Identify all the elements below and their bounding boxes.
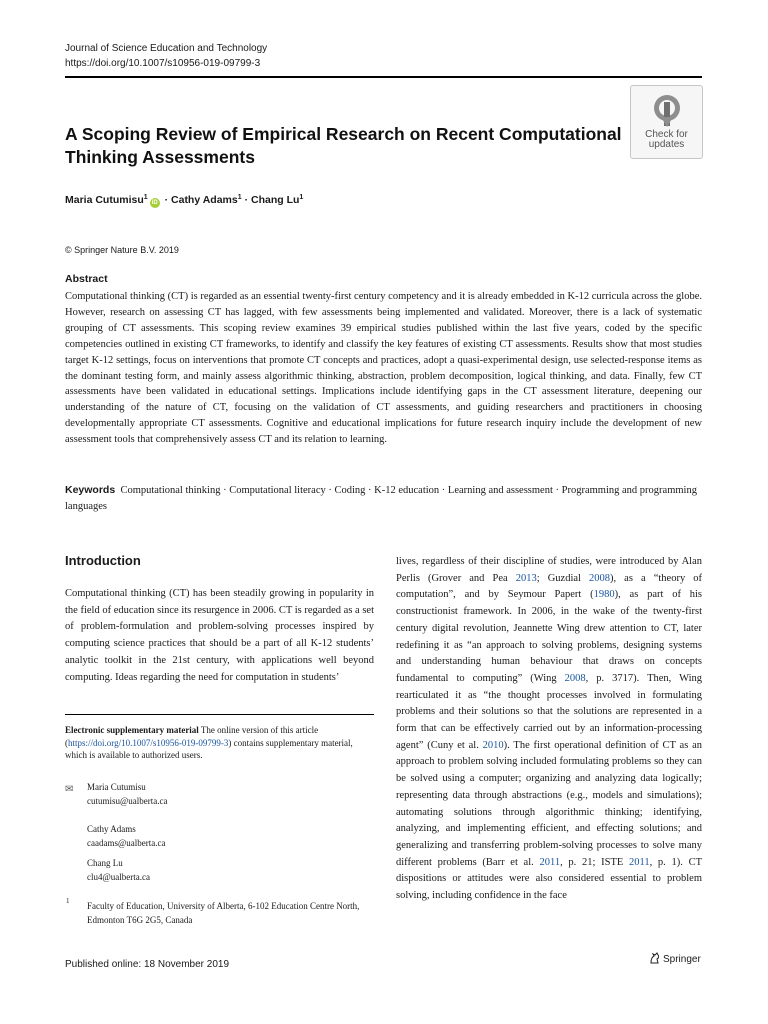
copyright-line bbox=[65, 244, 179, 256]
author-separator: · bbox=[244, 194, 249, 206]
contact-entry bbox=[87, 857, 150, 884]
body-text: ), as a “theory of computation”, and by Seymour Papert ( bbox=[396, 572, 702, 601]
body-text: , p. 3717). Then, Wing rearticulated it as “the thought processes involved in formulating problems and their solutions so that the solutions are represented in a form that can be effectively carried out by an information-processing agent” (Cuny et al. bbox=[396, 672, 702, 751]
copyright-text: Springer Nature B.V. 2019 bbox=[74, 245, 179, 255]
abstract-body: Computational thinking (CT) is regarded as an essential twenty-first century competency and it is already embedded in K-12 curricula across the globe. However, research on assessing CT has lagged, with few assessments being implemented and validated. Moreover, there is a lack of systematic grouping of CT assessments. This scoping review examines 39 empirical studies published within the last five years, coded by the specific competencies outlined in existing CT frameworks, to identify and classify the key features of existing CT assessments. Results show that most studies target K-12 settings, focus on interventions that promote CT concepts and practices, adopt a quasi-experimental design, use selected-response items as the dominant testing form, and mainly assess algorithmic thinking, abstraction, problem decomposition, logical thinking, and data. Finally, few CT assessments have been validated in educational settings. Implications include identifying gaps in the CT assessment literature, deepening our understanding of the nature of CT, focusing on the validation of CT assessments, and guiding researchers and practitioners in choosing developmentally appropriate CT assessments. Cognitive and educational implications for future research inquiry include the development of new assessment tools that comprehensively assess CT and its relation to learning. bbox=[65, 291, 702, 446]
footnote-rule bbox=[65, 714, 374, 715]
body-text: ; Guzdial bbox=[536, 572, 589, 584]
citation-link[interactable]: 2008 bbox=[564, 672, 586, 684]
copyright-icon: © bbox=[65, 245, 72, 255]
body-text: , p. 1). CT dispositions or attitudes were also considered essential to problem solving, including confidence in the face bbox=[396, 856, 702, 902]
supplementary-link[interactable]: https://doi.org/10.1007/s10956-019-09799-3 bbox=[68, 737, 229, 748]
springer-logo[interactable] bbox=[649, 952, 701, 967]
citation-link[interactable]: 2010 bbox=[482, 739, 504, 751]
crossmark-icon bbox=[652, 93, 682, 127]
author-list bbox=[65, 191, 303, 208]
affiliation-text: Faculty of Education, University of Alberta, 6-102 Education Centre North, Edmonton T6G 2G5, Canada bbox=[87, 901, 360, 925]
author-affiliation-sup: 1 bbox=[143, 194, 148, 201]
check-for-updates-label bbox=[631, 130, 702, 150]
springer-horse-icon bbox=[649, 952, 661, 964]
article-title: A Scoping Review of Empirical Research on Recent Computational Thinking Assessments bbox=[65, 124, 622, 167]
body-text: lives, regardless of their discipline of studies, were introduced by Alan Perlis (Grover and Pea bbox=[396, 556, 702, 584]
introduction-right-column bbox=[396, 554, 702, 905]
supplementary-label: Electronic supplementary material bbox=[65, 725, 199, 735]
citation-link[interactable]: 1980 bbox=[593, 589, 615, 601]
contact-name: Cathy Adams bbox=[87, 824, 136, 834]
body-text: ). The first operational definition of CT as an approach to problem solving included formulating problems so they can be solved using a computer; organizing and analyzing data logically; representing data through abstractions (e.g., models and simulations); automating solutions through algorithmic thinking; identifying, analyzing, and implementing efficient, and effecting solutions; and generalizing and transferring problem-solving processes to solve many different problems (Barr et al. bbox=[396, 739, 702, 868]
author-name[interactable]: Maria Cutumisu bbox=[65, 194, 144, 206]
publisher-name: Springer bbox=[663, 954, 701, 965]
contact-entry bbox=[87, 781, 168, 808]
badge-line-2: updates bbox=[648, 139, 685, 150]
supplementary-text: ) contains supplementary material, which is available to authorized users. bbox=[65, 737, 353, 760]
contact-name: Maria Cutumisu bbox=[87, 782, 146, 792]
contact-entry bbox=[87, 823, 166, 850]
orcid-icon[interactable]: iD bbox=[151, 200, 158, 206]
header-rule bbox=[65, 76, 702, 78]
body-text: ), as part of his constructionist framework. In 2006, in the wake of the twenty-first century digital revolution, Jeannette Wing drew attention to CT, later redefining it as “an approach to solving problems, designing systems and understanding human behaviour that draws on concepts fundamental to computing” (Wing bbox=[396, 589, 702, 684]
keywords-list: Computational thinking · Computational literacy · Coding · K-12 education · Learning and assessment · Programming and programming languages bbox=[65, 485, 697, 512]
citation-link[interactable]: 2011 bbox=[539, 856, 561, 868]
author-affiliation-sup: 1 bbox=[299, 194, 304, 201]
supplementary-note bbox=[65, 724, 374, 762]
introduction-left-paragraph: Computational thinking (CT) has been steadily growing in popularity in the field of education since its resurgence in 2006. CT is regarded as a set of problem-formulation and problem-solving processes inspired by computing science practices that should be a part of all K-12 students’ analytic toolkit in the 21st century, with applications well beyond computing. Ideas regarding the need for computation in students’ bbox=[65, 588, 374, 683]
citation-link[interactable]: 2013 bbox=[515, 572, 537, 584]
article-doi[interactable]: https://doi.org/10.1007/s10956-019-09799-3 bbox=[65, 58, 261, 69]
check-for-updates-badge[interactable] bbox=[630, 85, 703, 159]
keywords bbox=[65, 483, 702, 514]
journal-name: Journal of Science Education and Technology bbox=[65, 43, 268, 54]
body-text: , p. 21; ISTE bbox=[560, 856, 629, 868]
author-affiliation-sup: 1 bbox=[237, 194, 242, 201]
author-separator: · bbox=[164, 194, 169, 206]
contact-email[interactable]: clu4@ualberta.ca bbox=[87, 871, 151, 882]
published-date: Published online: 18 November 2019 bbox=[65, 959, 229, 970]
affiliation-number: 1 bbox=[66, 897, 70, 905]
abstract-heading: Abstract bbox=[65, 273, 108, 285]
author-name[interactable]: Cathy Adams bbox=[171, 194, 238, 206]
citation-link[interactable]: 2011 bbox=[628, 856, 650, 868]
keywords-label: Keywords bbox=[65, 484, 116, 496]
supplementary-text: The online version of this article ( bbox=[65, 725, 319, 748]
contact-email[interactable]: cutumisu@ualberta.ca bbox=[87, 795, 168, 806]
contact-email[interactable]: caadams@ualberta.ca bbox=[87, 837, 166, 848]
badge-line-1: Check for bbox=[645, 129, 688, 140]
envelope-icon: ✉ bbox=[65, 784, 74, 795]
contact-name: Chang Lu bbox=[87, 858, 123, 868]
author-name[interactable]: Chang Lu bbox=[250, 194, 300, 206]
citation-link[interactable]: 2008 bbox=[589, 572, 610, 584]
section-heading-introduction: Introduction bbox=[65, 553, 141, 568]
